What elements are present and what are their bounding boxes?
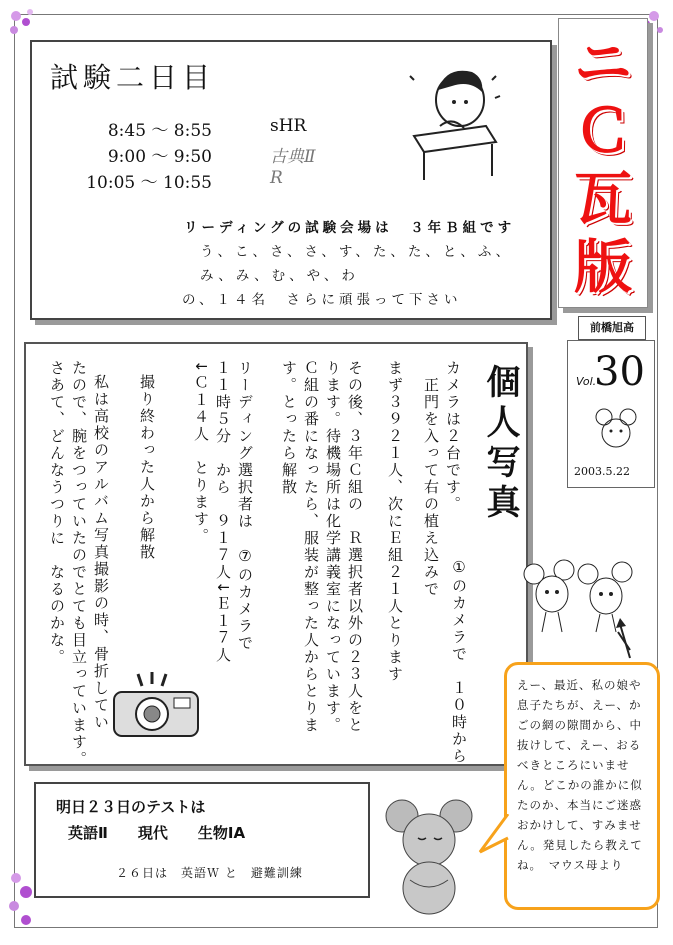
- article-column-9: リーディング選択者は ⑦のカメラで: [236, 360, 254, 652]
- article-column-1: カメラは２台です。: [444, 360, 462, 513]
- test-heading: 明日２３日のテストは: [56, 798, 206, 816]
- article-column-11: ↓Ｃ１４人 とります。: [192, 360, 210, 545]
- schedule-subject-1: sHR: [270, 116, 307, 136]
- article-camera-note: ①のカメラで １０時から: [450, 558, 468, 765]
- banner-char-1: ニ: [573, 29, 632, 97]
- article-column-6: Ｃ組の番になったら、服装が整った人からとりま: [302, 360, 320, 734]
- schedule-box: [30, 40, 552, 320]
- banner-char-4: 版: [573, 233, 632, 301]
- article-column-2: 正門を入って右の植え込みで: [422, 360, 440, 598]
- school-name-label: 前橋旭高: [578, 316, 646, 340]
- schedule-time-2: 9:00 〜 9:50: [107, 147, 212, 167]
- volume-label: Vol.: [576, 375, 597, 388]
- bubble-text: えー、最近、私の娘や息子たちが、えー、かごの網の隙間から、中抜けして、えー、おるべきところにいません。どこかの誰かに似たのか、本当にご迷惑おかけして、すみません。発見したら教えてね。 マウス母より: [517, 678, 643, 872]
- article-title: 個人写真: [480, 364, 520, 524]
- pointer-arrow-icon: [614, 618, 638, 660]
- reading-line-3: み、み、む、や、わ: [200, 268, 359, 284]
- article-column-17: さあて、どんなうつりに なるのかな。: [48, 360, 66, 666]
- reading-line-2: う、こ、さ、さ、す、た、た、と、ふ、: [200, 244, 514, 260]
- banner-char-2: Ｃ: [573, 97, 632, 165]
- issue-date: 2003.5.22: [574, 465, 630, 478]
- schedule-time-1: 8:45 〜 8:55: [107, 121, 212, 141]
- article-column-15: 私は高校のアルバム写真撮影の時、骨折してい: [92, 374, 110, 731]
- mouse-mother-illustration: [380, 796, 478, 916]
- reading-line-1: リーディングの試験会場は ３年Ｂ組です: [184, 220, 516, 236]
- test-subjects: 英語Ⅱ 現代 生物ⅠA: [68, 824, 246, 842]
- article-column-10: １１時５分 から ９１７人↓Ｅ１７人: [214, 360, 232, 664]
- test-note: ２６日は 英語Ｗ と 避難訓練: [116, 866, 303, 880]
- speech-bubble: [504, 662, 660, 910]
- article-box: [24, 342, 528, 766]
- banner-char-3: 瓦: [573, 165, 632, 233]
- schedule-subject-3: R: [270, 168, 283, 188]
- mouse-doodle-icon: [592, 407, 640, 451]
- volume-box: [567, 340, 655, 488]
- article-column-3: まず３９２１人、次にＥ組２１人とります: [386, 360, 404, 683]
- schedule-time-3: 10:05 〜 10:55: [86, 173, 212, 193]
- tomorrow-test-box: [34, 782, 370, 898]
- studying-student-illustration: [400, 56, 506, 184]
- schedule-title: 試験二日目: [50, 61, 216, 94]
- article-column-4: その後、３年Ｃ組の Ｒ選択者以外の２３人をと: [346, 360, 364, 734]
- flower-corner-top-left: [6, 6, 40, 40]
- volume-number: 30: [594, 349, 645, 395]
- article-column-7: す。とったら解散: [280, 360, 298, 496]
- schedule-subject-2: 古典Ⅱ: [270, 147, 316, 167]
- camera-illustration: [108, 670, 204, 742]
- newsletter-title-banner: [558, 18, 648, 308]
- article-column-16: たので、腕をつっていたのでとても目立っています。: [70, 360, 88, 768]
- article-column-13: 撮り終わった人から解散: [138, 374, 156, 561]
- article-column-5: ります。待機場所は化学講義室になっています。: [324, 360, 342, 734]
- speech-bubble-tail: [476, 814, 510, 854]
- reading-line-4: の、１４名 さらに頑張って下さい: [182, 292, 462, 308]
